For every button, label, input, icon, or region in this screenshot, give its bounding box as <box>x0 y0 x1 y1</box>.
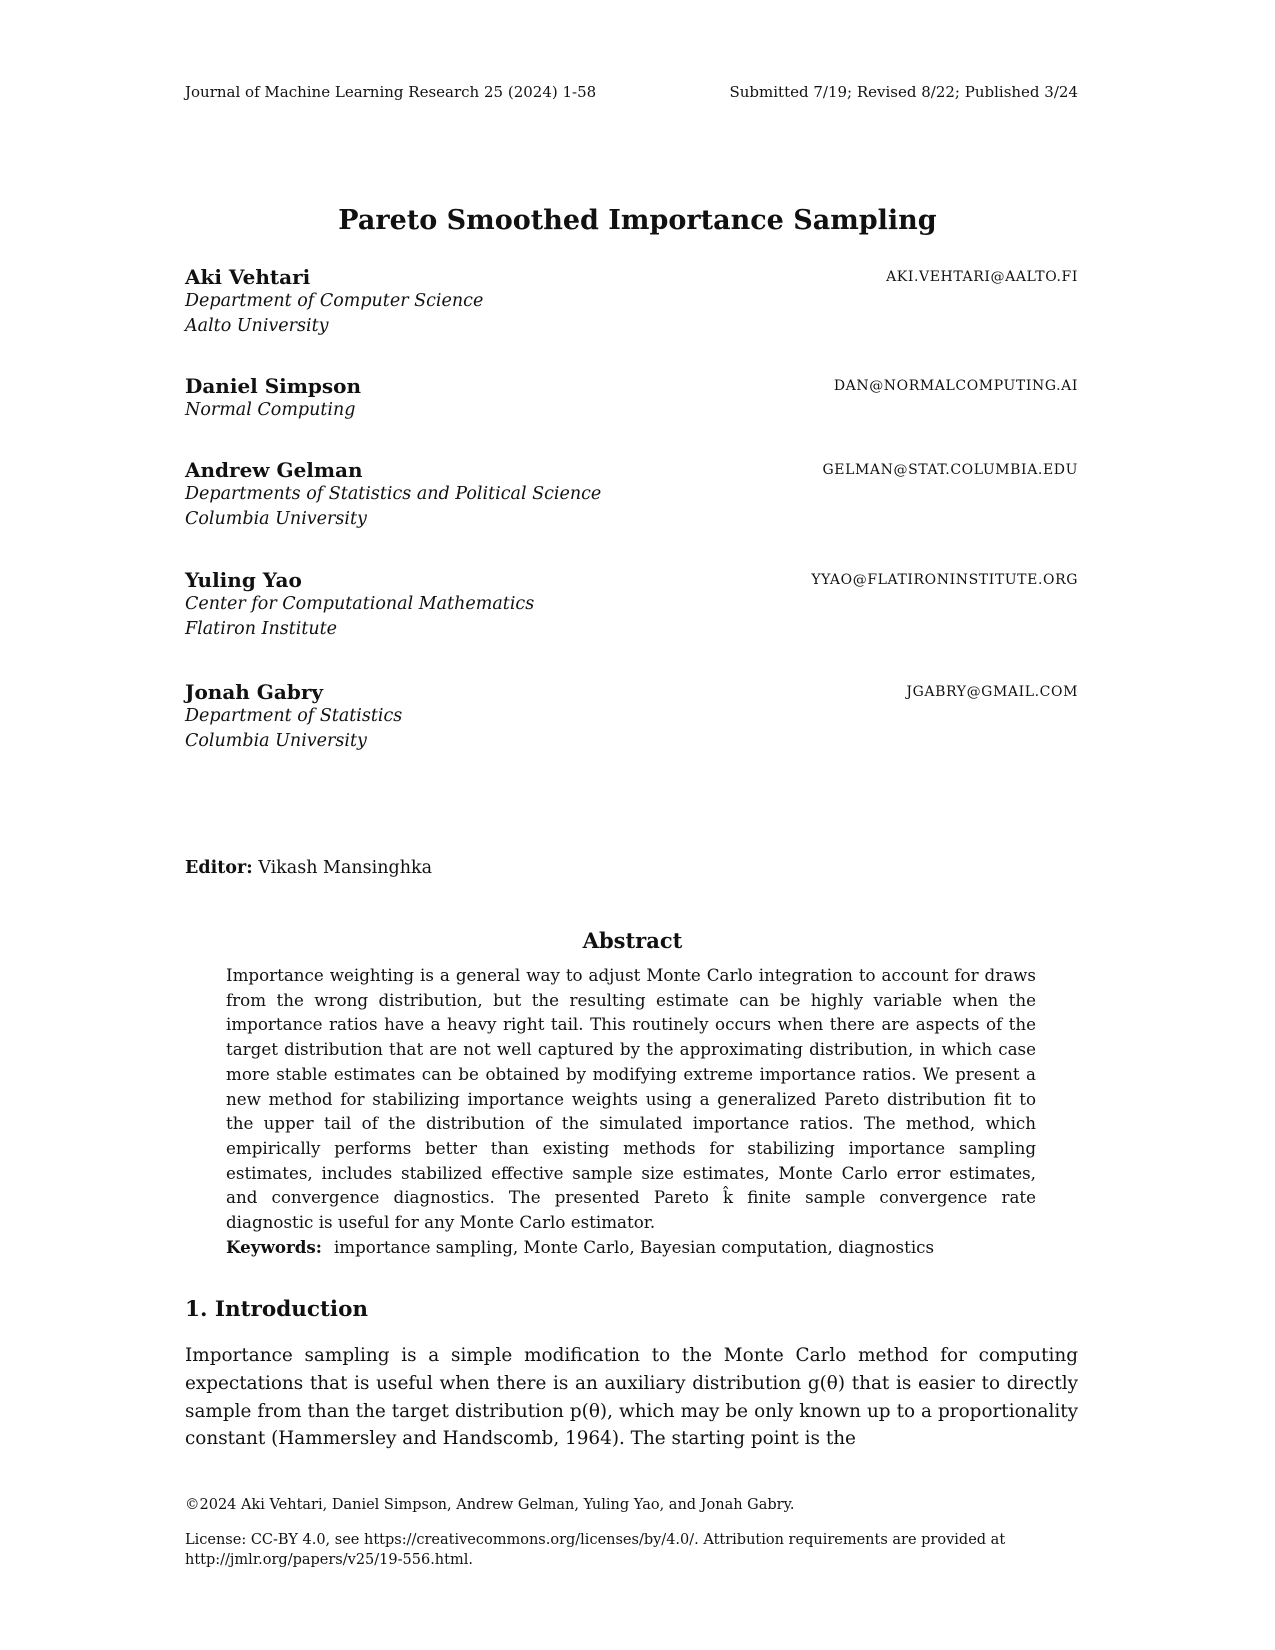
author-email: AKI.VEHTARI@AALTO.FI <box>886 269 1078 285</box>
editor-label: Editor: <box>185 858 253 878</box>
author-affiliation: Columbia University <box>185 509 367 529</box>
editor-name: Vikash Mansinghka <box>258 858 433 878</box>
author-affiliation: Aalto University <box>185 316 329 336</box>
section-heading: 1. Introduction <box>185 1297 369 1322</box>
running-header-dates: Submitted 7/19; Revised 8/22; Published 3/24 <box>729 83 1078 101</box>
author-email: JGABRY@GMAIL.COM <box>906 684 1078 700</box>
author-affiliation: Departments of Statistics and Political Science <box>185 484 602 504</box>
author-name: Andrew Gelman <box>185 458 363 482</box>
author-affiliation: Center for Computational Mathematics <box>185 594 535 614</box>
author-affiliation: Department of Computer Science <box>185 291 484 311</box>
editor-line <box>185 858 432 878</box>
author-email: DAN@NORMALCOMPUTING.AI <box>833 378 1078 394</box>
author-affiliation: Normal Computing <box>185 400 356 420</box>
author-affiliation: Columbia University <box>185 731 367 751</box>
running-header-journal: Journal of Machine Learning Research 25 (2024) 1-58 <box>185 83 597 101</box>
keywords-label: Keywords: <box>226 1237 322 1257</box>
author-name: Daniel Simpson <box>185 374 362 398</box>
author-name: Yuling Yao <box>185 568 302 592</box>
author-block-2 <box>185 374 1078 423</box>
author-email: GELMAN@STAT.COLUMBIA.EDU <box>822 462 1078 478</box>
license-notice: License: CC-BY 4.0, see https://creativecommons.org/licenses/by/4.0/. Attribution requirements are provided at http://jmlr.org/papers/v25/19-556.html. <box>185 1532 1006 1568</box>
author-block-4 <box>185 568 1078 642</box>
author-block-3 <box>185 458 1078 532</box>
abstract-text: Importance weighting is a general way to adjust Monte Carlo integration to account for draws from the wrong distribution, but the resulting estimate can be highly variable when the importance ratios have a heavy right tail. This routinely occurs when there are aspects of the target distribution that are not well captured by the approximating distribution, in which case more stable estimates can be obtained by modifying extreme importance ratios. We present a new method for stabilizing importance weights using a generalized Pareto distribution fit to the upper tail of the distribution of the simulated importance ratios. The method, which empirically performs better than existing methods for stabilizing importance sampling estimates, includes stabilized effective sample size estimates, Monte Carlo error estimates, and convergence diagnostics. The presented Pareto k̂ finite sample convergence rate diagnostic is useful for any Monte Carlo estimator. <box>226 965 1036 1233</box>
keywords-text: importance sampling, Monte Carlo, Bayesian computation, diagnostics <box>333 1237 935 1257</box>
paper-title: Pareto Smoothed Importance Sampling <box>338 205 937 236</box>
keywords-line <box>226 1237 1036 1257</box>
author-name: Aki Vehtari <box>185 265 311 289</box>
author-block-5 <box>185 680 1078 754</box>
author-email: YYAO@FLATIRONINSTITUTE.ORG <box>811 572 1078 588</box>
copyright-notice: ©2024 Aki Vehtari, Daniel Simpson, Andrew Gelman, Yuling Yao, and Jonah Gabry. <box>185 1497 795 1513</box>
author-name: Jonah Gabry <box>185 680 323 704</box>
author-affiliation: Department of Statistics <box>185 706 403 726</box>
author-affiliation: Flatiron Institute <box>185 619 338 639</box>
author-block-1 <box>185 265 1078 339</box>
abstract-heading: Abstract <box>582 928 683 953</box>
intro-paragraph: Importance sampling is a simple modification to the Monte Carlo method for computing expectations that is useful when there is an auxiliary distribution g(θ) that is easier to directly sample from than the target distribution p(θ), which may be only known up to a proportionality constant (Hammersley and Handscomb, 1964). The starting point is the <box>185 1345 1078 1450</box>
